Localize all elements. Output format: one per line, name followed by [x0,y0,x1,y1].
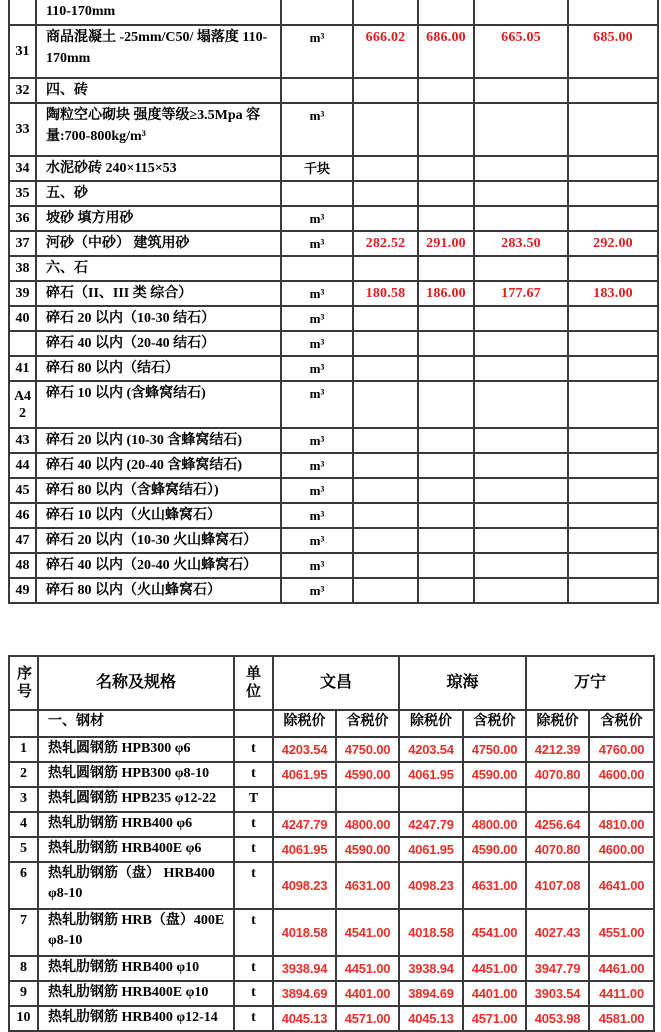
inctax-label: 含税价 [463,710,526,737]
price-4-cell: 685.00 [568,25,658,78]
unit-cell: m³ [281,578,353,603]
price-1-cell [353,578,418,603]
wanning-extax-cell: 4070.80 [526,762,589,787]
item-name-cell: 热轧肋钢筋 HRB400 φ10 [38,956,234,981]
serial-cell: 7 [9,909,38,956]
price-2-cell [418,156,474,181]
qionghai-extax-cell: 4045.13 [399,1006,463,1031]
unit-cell: T [234,787,273,812]
price-1-cell [353,103,418,156]
table-row [9,181,658,206]
subheader-row [9,710,654,737]
price-4-cell [568,306,658,331]
price-3-cell [474,503,568,528]
wanning-inctax-cell: 4600.00 [589,837,654,862]
wanning-extax-cell: 3903.54 [526,981,589,1006]
table-row [9,156,658,181]
item-name-cell: 碎石 80 以内（火山蜂窝石） [36,578,281,603]
qionghai-inctax-cell: 4750.00 [463,737,526,762]
price-1-cell: 666.02 [353,25,418,78]
table-row [9,981,654,1006]
wenchang-extax-cell: 4203.54 [273,737,336,762]
table-row [9,528,658,553]
wanning-inctax-cell: 4411.00 [589,981,654,1006]
serial-cell [9,0,36,25]
price-4-cell [568,206,658,231]
table-row [9,812,654,837]
price-1-cell [353,553,418,578]
item-name-cell: 110-170mm [36,0,281,25]
serial-cell [9,710,38,737]
qionghai-inctax-cell: 4800.00 [463,812,526,837]
unit-cell [281,0,353,25]
item-name-cell: 陶粒空心砌块 强度等级≥3.5Mpa 容量:700-800kg/m³ [36,103,281,156]
price-4-cell [568,528,658,553]
wenchang-extax-cell: 3938.94 [273,956,336,981]
serial-cell: 45 [9,478,36,503]
price-2-cell [418,78,474,103]
serial-cell: 34 [9,156,36,181]
serial-cell: 2 [9,762,38,787]
item-name-cell: 水泥砂砖 240×115×53 [36,156,281,181]
price-1-cell: 180.58 [353,281,418,306]
table-row [9,909,654,956]
unit-cell: m³ [281,281,353,306]
item-name-cell: 热轧圆钢筋 HPB300 φ6 [38,737,234,762]
unit-cell: m³ [281,356,353,381]
table-row [9,428,658,453]
price-1-cell [353,181,418,206]
qionghai-extax-cell: 4203.54 [399,737,463,762]
serial-cell: 5 [9,837,38,862]
price-4-cell [568,256,658,281]
unit-cell: m³ [281,25,353,78]
price-2-cell [418,356,474,381]
price-2-cell [418,453,474,478]
unit-cell: m³ [281,331,353,356]
item-name-cell: 碎石 10 以内（火山蜂窝石） [36,503,281,528]
serial-cell: 39 [9,281,36,306]
unit-cell: m³ [281,103,353,156]
qionghai-inctax-cell: 4571.00 [463,1006,526,1031]
wanning-inctax-cell: 4810.00 [589,812,654,837]
price-2-cell [418,478,474,503]
serial-cell: 46 [9,503,36,528]
wanning-extax-cell: 4107.08 [526,862,589,909]
price-2-cell [418,181,474,206]
price-3-cell [474,78,568,103]
table-row [9,737,654,762]
price-1-cell [353,306,418,331]
serial-cell: 33 [9,103,36,156]
price-2-cell [418,428,474,453]
wanning-extax-cell: 4027.43 [526,909,589,956]
price-3-cell [474,181,568,206]
wenchang-inctax-cell [336,787,399,812]
price-2-cell [418,206,474,231]
wenchang-inctax-cell: 4800.00 [336,812,399,837]
qionghai-inctax-cell: 4631.00 [463,862,526,909]
price-4-cell [568,453,658,478]
price-1-cell [353,478,418,503]
price-4-cell [568,428,658,453]
table-row [9,256,658,281]
item-name-cell: 商品混凝土 -25mm/C50/ 塌落度 110-170mm [36,25,281,78]
unit-cell: t [234,837,273,862]
table-row [9,453,658,478]
header-row [9,656,654,710]
wenchang-extax-cell: 4098.23 [273,862,336,909]
price-2-cell [418,578,474,603]
qionghai-inctax-cell: 4541.00 [463,909,526,956]
qionghai-extax-cell: 4061.95 [399,837,463,862]
unit-cell: m³ [281,206,353,231]
unit-cell: t [234,1006,273,1031]
qionghai-extax-cell [399,787,463,812]
price-1-cell [353,381,418,428]
serial-cell: 32 [9,78,36,103]
wenchang-extax-cell: 4247.79 [273,812,336,837]
price-3-cell [474,156,568,181]
wanning-extax-cell: 4070.80 [526,837,589,862]
price-3-cell: 177.67 [474,281,568,306]
price-4-cell [568,553,658,578]
serial-header: 序号 [9,656,38,710]
item-name-cell: 热轧肋钢筋（盘） HRB400 φ8-10 [38,862,234,909]
qionghai-extax-cell: 3894.69 [399,981,463,1006]
unit-cell: t [234,862,273,909]
table-row [9,503,658,528]
table-row [9,231,658,256]
price-3-cell [474,256,568,281]
item-name-cell: 碎石 80 以内（含蜂窝结石）) [36,478,281,503]
price-3-cell [474,356,568,381]
qionghai-inctax-cell: 4590.00 [463,837,526,862]
extax-label: 除税价 [399,710,463,737]
serial-cell: 48 [9,553,36,578]
price-3-cell [474,331,568,356]
price-3-cell [474,553,568,578]
price-1-cell [353,256,418,281]
serial-cell: 3 [9,787,38,812]
price-3-cell [474,578,568,603]
unit-cell: t [234,956,273,981]
price-3-cell [474,428,568,453]
serial-cell: 35 [9,181,36,206]
price-2-cell [418,306,474,331]
serial-cell: 10 [9,1006,38,1031]
table-row [9,306,658,331]
name-header: 名称及规格 [38,656,234,710]
price-1-cell: 282.52 [353,231,418,256]
price-1-cell [353,356,418,381]
item-name-cell: 碎石 40 以内（20-40 火山蜂窝石） [36,553,281,578]
price-1-cell [353,428,418,453]
item-name-cell: 五、砂 [36,181,281,206]
price-3-cell: 665.05 [474,25,568,78]
item-name-cell: 热轧肋钢筋 HRB400 φ12-14 [38,1006,234,1031]
unit-cell: t [234,812,273,837]
city-header-qionghai: 琼海 [399,656,526,710]
city-header-wenchang: 文昌 [273,656,399,710]
item-name-cell: 热轧肋钢筋 HRB400E φ6 [38,837,234,862]
price-4-cell [568,156,658,181]
inctax-label: 含税价 [336,710,399,737]
price-2-cell: 686.00 [418,25,474,78]
table-row [9,78,658,103]
wanning-inctax-cell: 4581.00 [589,1006,654,1031]
wanning-inctax-cell [589,787,654,812]
unit-cell: m³ [281,231,353,256]
table-row [9,578,658,603]
price-2-cell [418,553,474,578]
serial-cell: 6 [9,862,38,909]
serial-cell: 38 [9,256,36,281]
unit-cell: m³ [281,478,353,503]
table-row [9,356,658,381]
unit-cell: m³ [281,306,353,331]
unit-cell: m³ [281,503,353,528]
qionghai-inctax-cell: 4451.00 [463,956,526,981]
price-2-cell [418,103,474,156]
wanning-extax-cell: 3947.79 [526,956,589,981]
unit-cell [281,181,353,206]
table-row [9,862,654,909]
table-row [9,0,658,25]
unit-cell: 千块 [281,156,353,181]
item-name-cell: 坡砂 填方用砂 [36,206,281,231]
table-row [9,331,658,356]
table-row [9,787,654,812]
unit-cell: t [234,737,273,762]
price-3-cell [474,381,568,428]
serial-cell: A42 [9,381,36,428]
table-row [9,103,658,156]
serial-cell [9,331,36,356]
price-4-cell [568,381,658,428]
price-3-cell [474,528,568,553]
item-name-cell: 六、石 [36,256,281,281]
table-row [9,956,654,981]
wanning-inctax-cell: 4641.00 [589,862,654,909]
extax-label: 除税价 [526,710,589,737]
qionghai-extax-cell: 4098.23 [399,862,463,909]
price-1-cell [353,206,418,231]
inctax-label: 含税价 [589,710,654,737]
serial-cell: 4 [9,812,38,837]
price-4-cell: 183.00 [568,281,658,306]
city-header-wanning: 万宁 [526,656,654,710]
qionghai-inctax-cell [463,787,526,812]
item-name-cell: 碎石 20 以内（10-30 结石） [36,306,281,331]
item-name-cell: 碎石 40 以内（20-40 结石） [36,331,281,356]
serial-cell: 36 [9,206,36,231]
price-1-cell [353,156,418,181]
price-2-cell: 186.00 [418,281,474,306]
wenchang-inctax-cell: 4451.00 [336,956,399,981]
price-2-cell [418,256,474,281]
price-3-cell [474,206,568,231]
price-1-cell [353,331,418,356]
category-cell: 一、钢材 [38,710,234,737]
table-row [9,25,658,78]
serial-cell: 9 [9,981,38,1006]
price-3-cell [474,0,568,25]
item-name-cell: 碎石 20 以内（10-30 火山蜂窝石） [36,528,281,553]
steel-price-table [8,655,655,1032]
price-1-cell [353,503,418,528]
unit-cell: m³ [281,428,353,453]
price-2-cell [418,0,474,25]
price-2-cell: 291.00 [418,231,474,256]
wanning-extax-cell: 4256.64 [526,812,589,837]
price-3-cell [474,306,568,331]
serial-cell: 31 [9,25,36,78]
table-row [9,381,658,428]
wenchang-extax-cell [273,787,336,812]
item-name-cell: 碎石 20 以内 (10-30 含蜂窝结石) [36,428,281,453]
wanning-inctax-cell: 4461.00 [589,956,654,981]
wanning-inctax-cell: 4551.00 [589,909,654,956]
serial-cell: 37 [9,231,36,256]
wanning-inctax-cell: 4600.00 [589,762,654,787]
price-1-cell [353,453,418,478]
price-3-cell [474,103,568,156]
price-4-cell [568,0,658,25]
price-2-cell [418,331,474,356]
qionghai-inctax-cell: 4401.00 [463,981,526,1006]
unit-cell [281,78,353,103]
unit-header: 单位 [234,656,273,710]
wanning-extax-cell: 4212.39 [526,737,589,762]
item-name-cell: 热轧肋钢筋 HRB400E φ10 [38,981,234,1006]
item-name-cell: 碎石 40 以内 (20-40 含蜂窝结石) [36,453,281,478]
unit-cell [281,256,353,281]
wenchang-inctax-cell: 4590.00 [336,837,399,862]
serial-cell: 47 [9,528,36,553]
item-name-cell: 碎石 10 以内 (含蜂窝结石) [36,381,281,428]
price-2-cell [418,381,474,428]
item-name-cell: 热轧肋钢筋 HRB400 φ6 [38,812,234,837]
wenchang-inctax-cell: 4571.00 [336,1006,399,1031]
price-4-cell [568,356,658,381]
unit-cell: t [234,981,273,1006]
wenchang-extax-cell: 4061.95 [273,762,336,787]
wanning-extax-cell [526,787,589,812]
item-name-cell: 热轧圆钢筋 HPB235 φ12-22 [38,787,234,812]
price-1-cell [353,0,418,25]
price-3-cell [474,453,568,478]
price-4-cell: 292.00 [568,231,658,256]
item-name-cell: 四、砖 [36,78,281,103]
wenchang-inctax-cell: 4590.00 [336,762,399,787]
price-1-cell [353,528,418,553]
qionghai-extax-cell: 4247.79 [399,812,463,837]
price-4-cell [568,331,658,356]
price-4-cell [568,103,658,156]
wenchang-inctax-cell: 4631.00 [336,862,399,909]
qionghai-extax-cell: 4018.58 [399,909,463,956]
price-4-cell [568,181,658,206]
table-row [9,206,658,231]
wenchang-inctax-cell: 4401.00 [336,981,399,1006]
table-row [9,478,658,503]
serial-cell: 41 [9,356,36,381]
unit-cell: m³ [281,528,353,553]
materials-price-table [8,0,659,604]
unit-cell: m³ [281,553,353,578]
price-3-cell [474,478,568,503]
item-name-cell: 热轧圆钢筋 HPB300 φ8-10 [38,762,234,787]
wenchang-extax-cell: 4045.13 [273,1006,336,1031]
qionghai-extax-cell: 3938.94 [399,956,463,981]
table-row [9,1006,654,1031]
serial-cell: 8 [9,956,38,981]
serial-cell: 49 [9,578,36,603]
price-4-cell [568,478,658,503]
price-4-cell [568,503,658,528]
wanning-inctax-cell: 4760.00 [589,737,654,762]
unit-cell: t [234,909,273,956]
qionghai-extax-cell: 4061.95 [399,762,463,787]
serial-cell: 40 [9,306,36,331]
price-2-cell [418,503,474,528]
wenchang-inctax-cell: 4541.00 [336,909,399,956]
wenchang-extax-cell: 4061.95 [273,837,336,862]
table-row [9,762,654,787]
item-name-cell: 河砂（中砂） 建筑用砂 [36,231,281,256]
price-2-cell [418,528,474,553]
unit-cell [234,710,273,737]
wanning-extax-cell: 4053.98 [526,1006,589,1031]
wenchang-inctax-cell: 4750.00 [336,737,399,762]
price-4-cell [568,578,658,603]
price-3-cell: 283.50 [474,231,568,256]
wenchang-extax-cell: 3894.69 [273,981,336,1006]
table-row [9,553,658,578]
item-name-cell: 碎石 80 以内（结石） [36,356,281,381]
unit-cell: m³ [281,381,353,428]
serial-cell: 1 [9,737,38,762]
table-row [9,837,654,862]
item-name-cell: 热轧肋钢筋 HRB（盘）400E φ8-10 [38,909,234,956]
unit-cell: m³ [281,453,353,478]
extax-label: 除税价 [273,710,336,737]
item-name-cell: 碎石（II、III 类 综合） [36,281,281,306]
wenchang-extax-cell: 4018.58 [273,909,336,956]
price-4-cell [568,78,658,103]
qionghai-inctax-cell: 4590.00 [463,762,526,787]
table-row [9,281,658,306]
serial-cell: 43 [9,428,36,453]
unit-cell: t [234,762,273,787]
serial-cell: 44 [9,453,36,478]
price-1-cell [353,78,418,103]
